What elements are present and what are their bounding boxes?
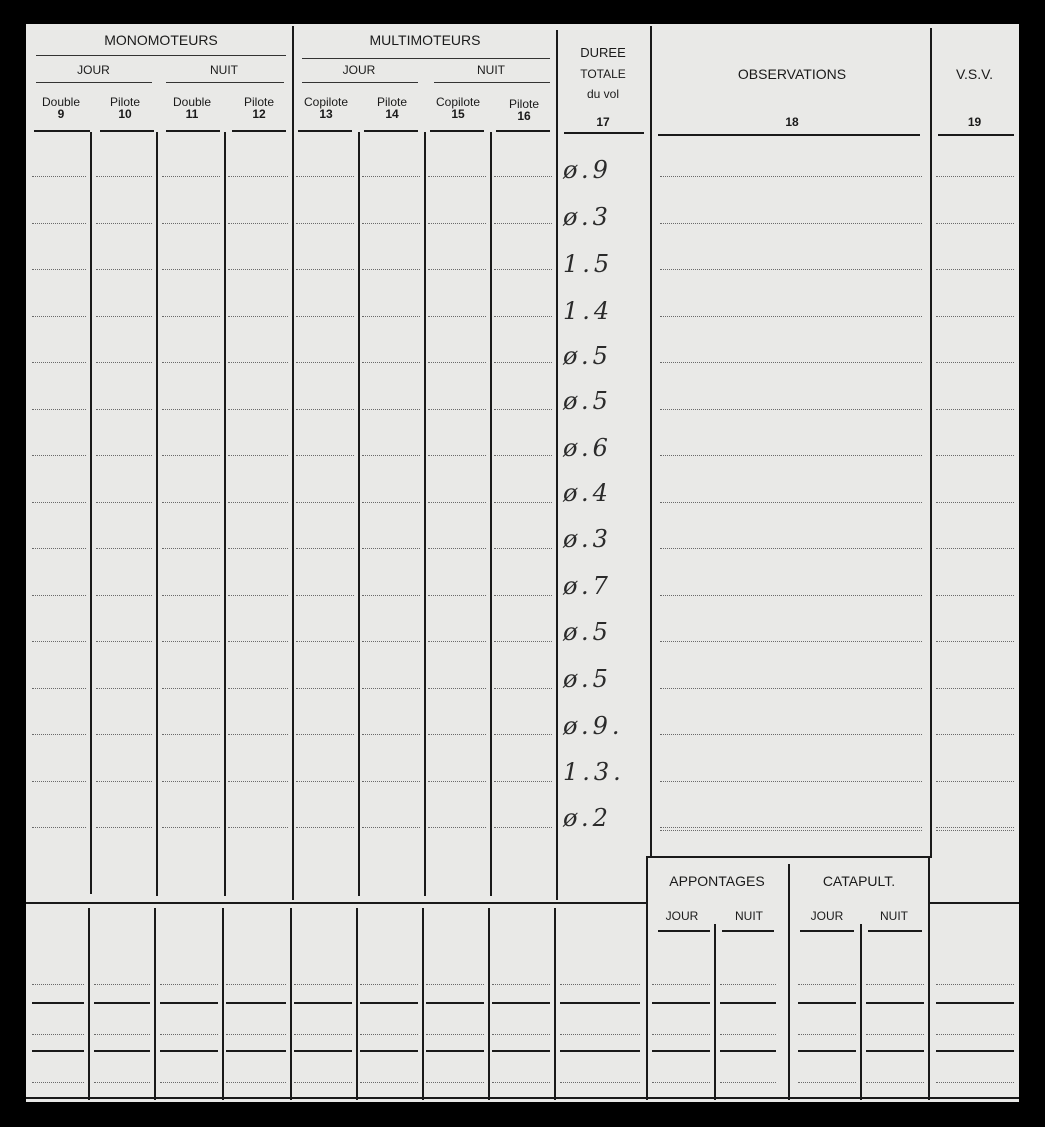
duration-entry: ø.9.: [563, 712, 624, 740]
logbook-page: [26, 24, 1019, 1102]
duration-entry: ø.9: [563, 156, 612, 184]
col-num-19: 19: [967, 115, 982, 129]
header-duree-line1: DUREE: [580, 45, 626, 60]
col-num-13: 13: [319, 107, 333, 121]
header-multi-nuit: NUIT: [477, 63, 505, 77]
duration-entry: ø.5: [563, 665, 612, 693]
footer-apportages: APPONTAGES: [669, 873, 765, 889]
duration-entry: 1.4: [563, 297, 614, 325]
duration-entry: ø.7: [563, 572, 612, 600]
col-num-12: 12: [252, 107, 266, 121]
header-duree-line3: du vol: [586, 87, 620, 101]
col-label-14: Pilote: [376, 95, 408, 109]
duration-entry: ø.3: [563, 525, 612, 553]
col-num-18: 18: [785, 115, 799, 129]
duration-entry: ø.2: [563, 804, 612, 832]
col-label-16: Pilote: [508, 97, 540, 111]
col-label-10: Pilote: [109, 95, 141, 109]
col-num-10: 10: [118, 107, 132, 121]
duration-entry: ø.6: [563, 434, 612, 462]
col-num-15: 15: [451, 107, 465, 121]
col-label-11: Double: [172, 95, 212, 109]
col-label-13: Copilote: [303, 95, 349, 109]
duration-entry: 1.5: [563, 250, 614, 278]
col-label-9: Double: [41, 95, 81, 109]
footer-app-nuit: NUIT: [735, 909, 763, 923]
col-label-12: Pilote: [243, 95, 275, 109]
duration-entry: ø.5: [563, 342, 612, 370]
header-mono-jour: JOUR: [77, 63, 110, 77]
col-num-9: 9: [57, 107, 65, 121]
duration-entry: 1.3.: [563, 758, 625, 786]
footer-cat-nuit: NUIT: [880, 909, 908, 923]
header-observations: OBSERVATIONS: [737, 66, 847, 82]
duration-entry: ø.4: [563, 479, 612, 507]
col-num-11: 11: [185, 107, 199, 121]
header-duree-line2: TOTALE: [580, 67, 626, 81]
header-multi-jour: JOUR: [342, 63, 376, 77]
header-monomoteurs: MONOMOTEURS: [104, 32, 218, 48]
header-mono-nuit: NUIT: [210, 63, 238, 77]
header-multimoteurs: MULTIMOTEURS: [369, 32, 481, 48]
col-num-17: 17: [596, 115, 610, 129]
footer-app-jour: JOUR: [665, 909, 699, 923]
duration-entry: ø.5: [563, 618, 612, 646]
duration-entry: ø.3: [563, 203, 612, 231]
duration-entry: ø.5: [563, 387, 612, 415]
col-num-14: 14: [385, 107, 399, 121]
footer-cat-jour: JOUR: [810, 909, 844, 923]
header-vsv: V.S.V.: [955, 66, 994, 82]
col-label-15: Copilote: [435, 95, 481, 109]
col-num-16: 16: [517, 109, 531, 123]
footer-catapult: CATAPULT.: [822, 873, 896, 889]
